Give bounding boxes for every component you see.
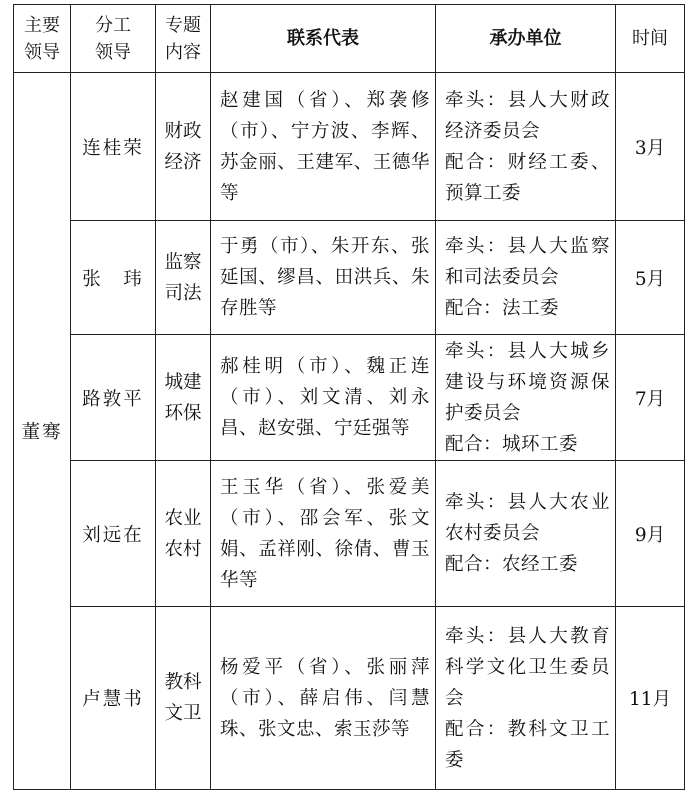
header-main-leader: 主要 领导 bbox=[14, 5, 71, 73]
header-host-unit: 承办单位 bbox=[436, 5, 616, 73]
division-leader-cell: 路敦平 bbox=[71, 335, 156, 461]
table-row bbox=[14, 221, 685, 335]
header-time: 时间 bbox=[616, 5, 685, 73]
table-row bbox=[14, 73, 685, 221]
topic-cell: 监察 司法 bbox=[156, 221, 211, 335]
time-cell: 11月 bbox=[616, 607, 685, 790]
time-cell: 3月 bbox=[616, 73, 685, 221]
host-unit-cell: 牵头：县人大城乡建设与环境资源保护委员会 配合：城环工委 bbox=[436, 335, 616, 461]
table-row bbox=[14, 461, 685, 607]
representatives-cell: 杨爱平（省）、张丽萍（市）、薛启伟、闫慧珠、张文忠、索玉莎等 bbox=[211, 607, 436, 790]
topic-cell: 教科 文卫 bbox=[156, 607, 211, 790]
header-division-leader: 分工 领导 bbox=[71, 5, 156, 73]
division-leader-cell: 卢慧书 bbox=[71, 607, 156, 790]
representatives-cell: 郝桂明（市）、魏正连（市）、刘文清、刘永昌、赵安强、宁廷强等 bbox=[211, 335, 436, 461]
host-unit-cell: 牵头：县人大农业农村委员会 配合：农经工委 bbox=[436, 461, 616, 607]
host-unit-cell: 牵头：县人大财政经济委员会 配合：财经工委、预算工委 bbox=[436, 73, 616, 221]
host-unit-cell: 牵头：县人大教育科学文化卫生委员会 配合：教科文卫工委 bbox=[436, 607, 616, 790]
division-leader-cell: 连桂荣 bbox=[71, 73, 156, 221]
topic-cell: 财政 经济 bbox=[156, 73, 211, 221]
assignment-table bbox=[13, 4, 685, 790]
representatives-cell: 王玉华（省）、张爱美（市）、邵会军、张文娟、孟祥刚、徐倩、曹玉华等 bbox=[211, 461, 436, 607]
representatives-cell: 赵建国（省）、郑袭修（市）、宁方波、李辉、苏金丽、王建军、王德华等 bbox=[211, 73, 436, 221]
time-cell: 5月 bbox=[616, 221, 685, 335]
header-topic: 专题 内容 bbox=[156, 5, 211, 73]
topic-cell: 农业 农村 bbox=[156, 461, 211, 607]
header-representatives: 联系代表 bbox=[211, 5, 436, 73]
table-row bbox=[14, 607, 685, 790]
time-cell: 7月 bbox=[616, 335, 685, 461]
header-row bbox=[14, 5, 685, 73]
time-cell: 9月 bbox=[616, 461, 685, 607]
main-leader-cell: 董骞 bbox=[14, 73, 71, 790]
host-unit-cell: 牵头：县人大监察和司法委员会 配合：法工委 bbox=[436, 221, 616, 335]
division-leader-cell: 刘远在 bbox=[71, 461, 156, 607]
table-row bbox=[14, 335, 685, 461]
topic-cell: 城建 环保 bbox=[156, 335, 211, 461]
division-leader-cell: 张 玮 bbox=[71, 221, 156, 335]
representatives-cell: 于勇（市）、朱开东、张延国、缪昌、田洪兵、朱存胜等 bbox=[211, 221, 436, 335]
